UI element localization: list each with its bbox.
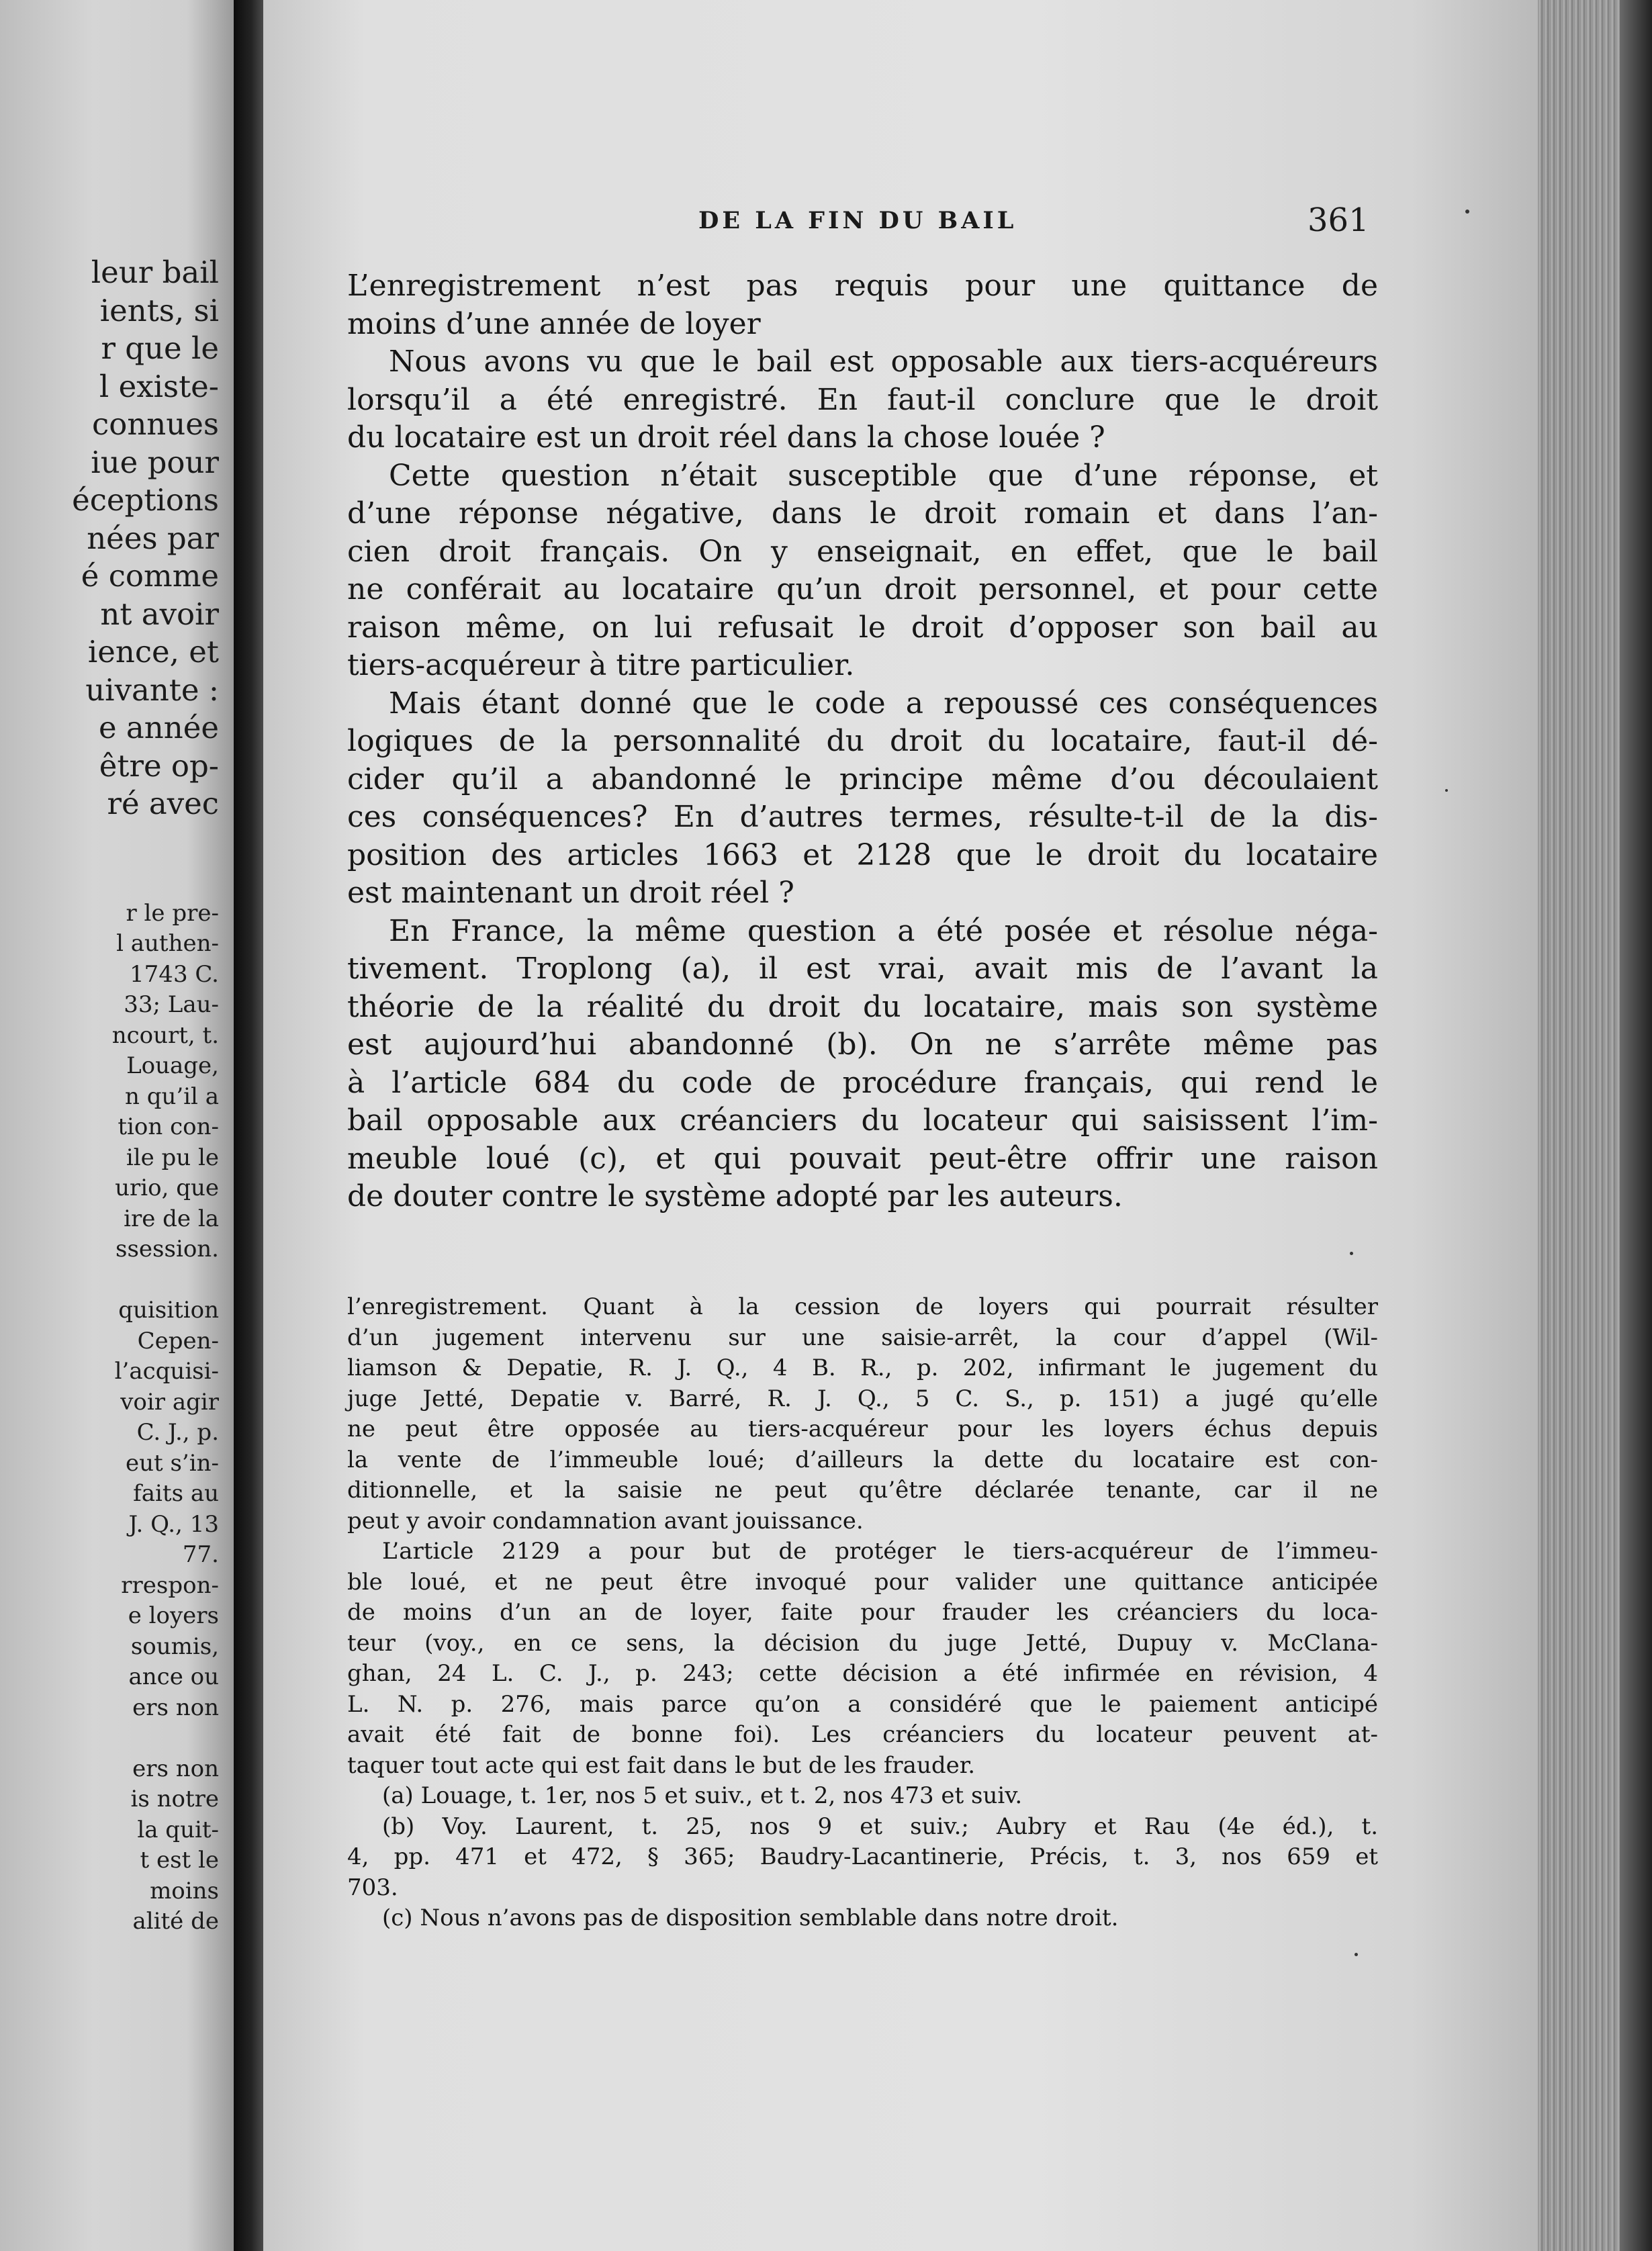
left-page-fragment: ance ou (128, 1663, 219, 1690)
body-line: d’une réponse négative, dans le droit romain et dans l’an- (347, 496, 1378, 531)
left-page-fragment: l’acquisi- (114, 1358, 219, 1385)
left-page-fragment: connues (92, 406, 219, 442)
left-page-fragment: la quit- (137, 1816, 219, 1843)
footnote-line: taquer tout acte qui est fait dans le but de les frauder. (347, 1751, 976, 1779)
running-title: DE LA FIN DU BAIL (698, 207, 1017, 234)
page-edges (1538, 0, 1652, 2251)
footnote-line: de moins d’un an de loyer, faite pour frauder les créanciers du loca- (347, 1599, 1378, 1626)
left-page-fragment: r le pre- (126, 899, 219, 927)
footnote-line: ditionnelle, et la saisie ne peut qu’être déclarée tenante, car il ne (347, 1477, 1378, 1504)
left-page-fragment (72, 1265, 219, 1296)
left-page-fragment: être op- (99, 747, 219, 784)
body-line: du locataire est un droit réel dans la chose louée ? (347, 420, 1105, 455)
left-page-fragment: iue pour (91, 444, 219, 480)
footnote-line: (c) Nous n’avons pas de disposition semblable dans notre droit. (382, 1904, 1119, 1931)
left-page-fragment: J. Q., 13 (128, 1510, 219, 1538)
left-page-fragment: 1743 C. (130, 960, 219, 988)
footnote-line: juge Jetté, Depatie v. Barré, R. J. Q., 5 C. S., p. 151) a jugé qu’elle (347, 1385, 1378, 1412)
left-page-text (72, 254, 219, 1937)
body-line: tivement. Troplong (a), il est vrai, avait mis de l’avant la (347, 952, 1378, 986)
left-page-fragment: ers non (132, 1694, 219, 1721)
left-page-fragment: Cepen- (137, 1327, 219, 1354)
left-page-note-fragments (72, 899, 219, 1937)
book-gutter (234, 0, 263, 2251)
left-page-fragment: r que le (101, 330, 219, 366)
body-line: à l’article 684 du code de procédure français, qui rend le (347, 1065, 1378, 1100)
footnote-line: liamson & Depatie, R. J. Q., 4 B. R., p. 202, infirmant le jugement du (347, 1354, 1378, 1381)
left-page-fragment: ssession. (116, 1236, 219, 1262)
footnote-line: avait été fait de bonne foi). Les créanciers du locateur peuvent at- (347, 1721, 1378, 1748)
left-page-fragment: e loyers (128, 1602, 219, 1629)
body-line: En France, la même question a été posée et résolue néga- (389, 913, 1378, 948)
left-page-fragment: is notre (130, 1786, 219, 1812)
main-body-text (347, 267, 1378, 1216)
body-line: position des articles 1663 et 2128 que le droit du locataire (347, 837, 1378, 872)
body-line: lorsqu’il a été enregistré. En faut-il conclure que le droit (347, 382, 1378, 417)
footnote-line: ghan, 24 L. C. J., p. 243; cette décision a été infirmée en révision, 4 (347, 1660, 1378, 1687)
footnote-line: L. N. p. 276, mais parce qu’on a considéré que le paiement anticipé (347, 1690, 1378, 1718)
body-line: moins d’une année de loyer (347, 306, 761, 341)
body-line: est aujourd’hui abandonné (b). On ne s’arrête même pas (347, 1027, 1378, 1062)
footnote-line: (a) Louage, t. 1er, nos 5 et suiv., et t. 2, nos 473 et suiv. (382, 1782, 1023, 1809)
footnotes (347, 1292, 1378, 1934)
left-page-fragment: faits au (133, 1480, 219, 1507)
body-line: Nous avons vu que le bail est opposable aux tiers-acquéreurs (389, 344, 1378, 379)
left-page-fragment: l authen- (116, 930, 219, 957)
left-page-fragment: Louage, (126, 1052, 219, 1079)
left-page-fragment: n qu’il a (124, 1083, 219, 1110)
footnote-line: ble loué, et ne peut être invoqué pour valider une quittance anticipée (347, 1568, 1378, 1596)
body-line: théorie de la réalité du droit du locataire, mais son système (347, 989, 1378, 1024)
left-page-fragment: l existe- (99, 368, 219, 404)
left-page-fragment: ire de la (124, 1205, 219, 1232)
left-page-fragment: urio, que (115, 1175, 219, 1201)
body-line: cien droit français. On y enseignait, en effet, que le bail (347, 534, 1378, 569)
left-page-fragment: ients, si (99, 292, 219, 328)
body-line: raison même, on lui refusait le droit d’opposer son bail au (347, 610, 1378, 645)
left-page-fragment: rrespon- (121, 1571, 219, 1599)
left-page-fragment: nées par (87, 520, 219, 556)
left-page-fragment: 77. (182, 1541, 219, 1568)
body-line: de douter contre le système adopté par les auteurs. (347, 1179, 1123, 1213)
footnote-line: ne peut être opposée au tiers-acquéreur pour les loyers échus depuis (347, 1416, 1378, 1442)
running-head (263, 201, 1538, 242)
left-page-fragment: uivante : (85, 672, 219, 708)
footnote-line: 4, pp. 471 et 472, § 365; Baudry-Lacantinerie, Précis, t. 3, nos 659 et (347, 1843, 1378, 1870)
left-page (0, 0, 234, 2251)
left-page-fragment: tion con- (118, 1113, 219, 1140)
left-page-fragment: eut s’in- (125, 1449, 219, 1477)
footnote-line: peut y avoir condamnation avant jouissance. (347, 1507, 864, 1534)
body-line: ces conséquences? En d’autres termes, résulte-t-il de la dis- (347, 800, 1378, 834)
body-line: cider qu’il a abandonné le principe même d’ou découlaient (347, 762, 1378, 796)
body-line: est maintenant un droit réel ? (347, 876, 794, 910)
body-line: ne conférait au locataire qu’un droit personnel, et pour cette (347, 572, 1378, 606)
left-page-fragment: ience, et (87, 634, 219, 670)
body-line: meuble loué (c), et qui pouvait peut-être offrir une raison (347, 1141, 1378, 1176)
left-page-fragment: éceptions (72, 482, 219, 518)
left-page-fragment: soumis, (130, 1633, 219, 1660)
left-page-fragment: ré avec (107, 786, 219, 821)
body-line: bail opposable aux créanciers du locateur qui saisissent l’im- (347, 1103, 1378, 1138)
body-line: Mais étant donné que le code a repoussé ces conséquences (389, 686, 1378, 721)
footnote-line: la vente de l’immeuble loué; d’ailleurs la dette du locataire est con- (347, 1446, 1378, 1473)
footnote-line: (b) Voy. Laurent, t. 25, nos 9 et suiv.; Aubry et Rau (4e éd.), t. (382, 1812, 1378, 1840)
footnote-line: teur (voy., en ce sens, la décision du juge Jetté, Dupuy v. McClana- (347, 1629, 1378, 1657)
left-page-fragment: 33; Lau- (124, 991, 219, 1018)
body-line: Cette question n’était susceptible que d’une réponse, et (389, 458, 1378, 493)
left-page-fragment: moins (150, 1877, 219, 1904)
left-page-fragment: ile pu le (126, 1144, 219, 1171)
page-number: 361 (1307, 201, 1369, 239)
left-page-fragment: quisition (118, 1297, 219, 1324)
footnote-line: L’article 2129 a pour but de protéger le tiers-acquéreur de l’immeu- (382, 1538, 1378, 1565)
left-page-fragment (72, 1723, 219, 1754)
footnote-line: l’enregistrement. Quant à la cession de loyers qui pourrait résulter (347, 1293, 1378, 1320)
footnote-line: d’un jugement intervenu sur une saisie-arrêt, la cour d’appel (Wil- (347, 1324, 1378, 1351)
left-page-fragment: ncourt, t. (111, 1021, 219, 1049)
left-page-fragment: leur bail (91, 255, 219, 290)
left-page-fragment: t est le (140, 1847, 219, 1874)
left-page-fragment: alité de (132, 1908, 219, 1935)
footnote-line: 703. (347, 1874, 398, 1901)
body-line: tiers-acquéreur à titre particulier. (347, 648, 855, 682)
body-line: logiques de la personnalité du droit du locataire, faut-il dé- (347, 724, 1378, 758)
left-page-fragment: e année (99, 710, 219, 745)
left-page-fragment: nt avoir (100, 596, 219, 632)
right-page (263, 0, 1538, 2251)
left-page-fragment: C. J., p. (136, 1419, 219, 1446)
left-page-fragment: ers non (132, 1755, 219, 1782)
left-page-fragment: voir agir (120, 1388, 219, 1416)
left-page-main-fragments (72, 254, 219, 823)
left-page-fragment: é comme (81, 558, 219, 594)
body-line: L’enregistrement n’est pas requis pour une quittance de (347, 269, 1378, 303)
